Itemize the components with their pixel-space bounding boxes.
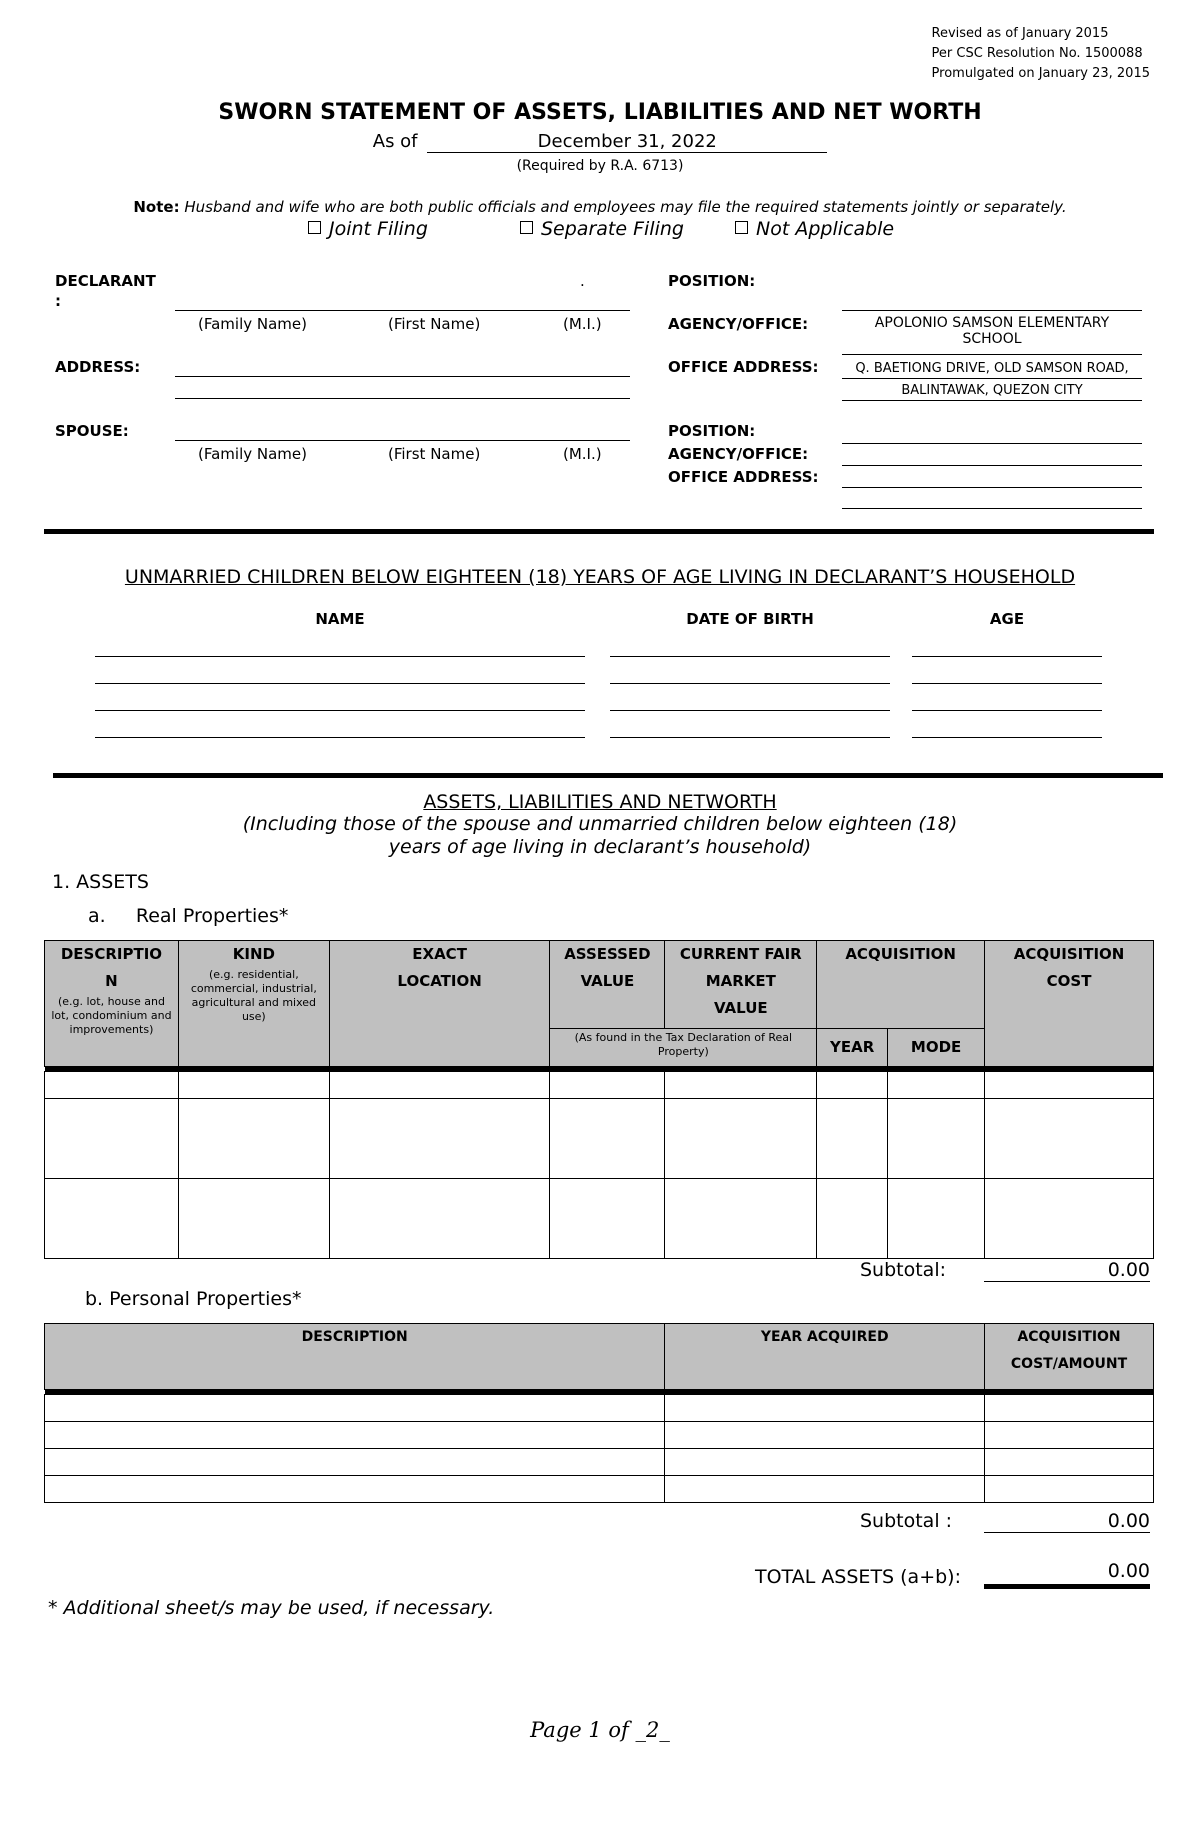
table-cell[interactable]	[178, 1072, 329, 1099]
table-cell[interactable]	[178, 1179, 329, 1259]
family-name-caption: (Family Name)	[198, 315, 307, 333]
table-cell[interactable]	[329, 1072, 550, 1099]
real-properties-heading: a. Real Properties*	[88, 905, 289, 927]
additional-sheets-footnote: * Additional sheet/s may be used, if necessary.	[48, 1597, 495, 1619]
col-current-fair-market-value: CURRENT FAIR MARKET VALUE	[665, 941, 817, 1029]
personal-subtotal-value[interactable]: 0.00	[984, 1510, 1150, 1533]
table-cell[interactable]	[888, 1099, 985, 1179]
child-dob-field[interactable]	[610, 683, 890, 684]
office-address-label: OFFICE ADDRESS:	[668, 358, 819, 376]
table-cell[interactable]	[665, 1099, 817, 1179]
child-dob-field[interactable]	[610, 737, 890, 738]
table-cell[interactable]	[45, 1099, 179, 1179]
as-of-line	[0, 131, 1200, 153]
spouse-agency-field[interactable]	[842, 465, 1142, 466]
table-cell[interactable]	[985, 1072, 1154, 1099]
spouse-office-field-2[interactable]	[842, 508, 1142, 509]
spouse-agency-label: AGENCY/OFFICE:	[668, 445, 809, 463]
personal-properties-heading: b. Personal Properties*	[85, 1288, 302, 1310]
col-year: YEAR	[817, 1029, 888, 1067]
table-cell[interactable]	[45, 1422, 665, 1449]
agency-value[interactable]: APOLONIO SAMSON ELEMENTARY SCHOOL	[874, 315, 1110, 347]
alnw-subtitle-1: (Including those of the spouse and unmarried children below eighteen (18)	[242, 813, 958, 835]
assets-heading: 1. ASSETS	[52, 871, 149, 893]
table-cell[interactable]	[985, 1476, 1154, 1503]
agency-label: AGENCY/OFFICE:	[668, 315, 809, 333]
col-mode: MODE	[888, 1029, 985, 1067]
table-row	[45, 1179, 1154, 1259]
children-age-header: AGE	[989, 610, 1025, 628]
checkbox-icon[interactable]	[735, 221, 748, 234]
checkbox-icon[interactable]	[520, 221, 533, 234]
first-name-caption: (First Name)	[388, 315, 481, 333]
child-age-field[interactable]	[912, 683, 1102, 684]
table-cell[interactable]	[985, 1179, 1154, 1259]
spouse-office-label: OFFICE ADDRESS:	[668, 468, 819, 486]
spouse-mi-caption: (M.I.)	[563, 445, 602, 463]
section-divider	[44, 529, 1154, 534]
col-acquisition-cost-amount: ACQUISITION COST/AMOUNT	[985, 1324, 1154, 1390]
table-cell[interactable]	[888, 1179, 985, 1259]
table-cell[interactable]	[329, 1099, 550, 1179]
table-cell[interactable]	[888, 1072, 985, 1099]
page-title: SWORN STATEMENT OF ASSETS, LIABILITIES AND NET WORTH	[218, 100, 982, 125]
total-assets-label: TOTAL ASSETS (a+b):	[755, 1566, 961, 1588]
col-acquisition: ACQUISITION	[817, 941, 985, 1029]
address-field-2[interactable]	[175, 398, 630, 399]
table-cell[interactable]	[665, 1422, 985, 1449]
table-cell[interactable]	[665, 1179, 817, 1259]
table-cell[interactable]	[550, 1099, 665, 1179]
spouse-office-field-1[interactable]	[842, 487, 1142, 488]
child-name-field[interactable]	[95, 683, 585, 684]
child-age-field[interactable]	[912, 656, 1102, 657]
table-cell[interactable]	[45, 1179, 179, 1259]
children-dob-header: DATE OF BIRTH	[686, 610, 814, 628]
office-address-underline-1	[842, 378, 1142, 379]
revision-info	[932, 24, 1150, 84]
table-cell[interactable]	[45, 1449, 665, 1476]
required-by: (Required by R.A. 6713)	[516, 158, 684, 174]
revised-line: Revised as of January 2015	[931, 26, 1109, 41]
alnw-subtitle-2: years of age living in declarant’s household)	[388, 836, 812, 858]
alnw-title: ASSETS, LIABILITIES AND NETWORTH	[423, 791, 777, 813]
office-address-value[interactable]: Q. BAETIONG DRIVE, OLD SAMSON ROAD, BALINTAWAK, QUEZON CITY	[855, 361, 1129, 398]
col-description: DESCRIPTIO N (e.g. lot, house and lot, condominium and improvements)	[45, 941, 179, 1067]
real-subtotal-label: Subtotal:	[860, 1259, 947, 1281]
spouse-family-caption: (Family Name)	[198, 445, 307, 463]
children-title: UNMARRIED CHILDREN BELOW EIGHTEEN (18) YEARS OF AGE LIVING IN DECLARANT’S HOUSEHOLD	[124, 566, 1076, 588]
declarant-colon: :	[55, 292, 61, 310]
dot-mark: .	[580, 272, 585, 290]
col-kind: KIND (e.g. residential, commercial, industrial, agricultural and mixed use)	[178, 941, 329, 1067]
personal-subtotal-label: Subtotal :	[860, 1510, 953, 1532]
table-cell[interactable]	[45, 1476, 665, 1503]
mi-caption: (M.I.)	[563, 315, 602, 333]
table-row	[45, 1476, 1154, 1503]
tax-declaration-note: (As found in the Tax Declaration of Real Property)	[550, 1029, 817, 1067]
real-properties-table	[44, 940, 1154, 1259]
table-cell[interactable]	[45, 1072, 179, 1099]
table-row	[45, 1395, 1154, 1422]
position-label: POSITION:	[668, 272, 756, 290]
separate-filing-option[interactable]: Separate Filing	[520, 218, 684, 240]
table-cell[interactable]	[985, 1395, 1154, 1422]
resolution-line: Per CSC Resolution No. 1500088	[931, 46, 1143, 61]
child-age-field[interactable]	[912, 737, 1102, 738]
table-cell[interactable]	[817, 1179, 888, 1259]
table-row	[45, 1449, 1154, 1476]
page-number: Page 1 of _2_	[530, 1718, 670, 1742]
section-divider	[53, 773, 1163, 778]
table-cell[interactable]	[550, 1179, 665, 1259]
col-exact-location: EXACT LOCATION	[329, 941, 550, 1067]
table-cell[interactable]	[665, 1072, 817, 1099]
spouse-position-field[interactable]	[842, 443, 1142, 444]
as-of-date[interactable]: December 31, 2022	[427, 131, 827, 153]
real-subtotal-value[interactable]: 0.00	[984, 1259, 1150, 1282]
address-field-1[interactable]	[175, 376, 630, 377]
col-description: DESCRIPTION	[45, 1324, 665, 1390]
as-of-label: As of	[372, 131, 418, 152]
col-year-acquired: YEAR ACQUIRED	[665, 1324, 985, 1390]
child-dob-field[interactable]	[610, 656, 890, 657]
table-cell[interactable]	[665, 1449, 985, 1476]
table-cell[interactable]	[550, 1072, 665, 1099]
note-label: Note:	[133, 198, 180, 216]
spouse-label: SPOUSE:	[55, 422, 129, 440]
note-text: Husband and wife who are both public officials and employees may file the required statements jointly or separately.	[184, 198, 1067, 216]
spouse-name-field[interactable]	[175, 440, 630, 441]
table-cell[interactable]	[665, 1476, 985, 1503]
child-age-field[interactable]	[912, 710, 1102, 711]
spouse-first-caption: (First Name)	[388, 445, 481, 463]
table-row	[45, 1072, 1154, 1099]
child-dob-field[interactable]	[610, 710, 890, 711]
child-name-field[interactable]	[95, 710, 585, 711]
personal-properties-table	[44, 1323, 1154, 1503]
position-field[interactable]	[842, 310, 1142, 311]
children-name-header: NAME	[315, 610, 365, 628]
child-name-field[interactable]	[95, 656, 585, 657]
declarant-label: DECLARANT	[55, 272, 156, 290]
promulgated-line: Promulgated on January 23, 2015	[931, 66, 1150, 81]
declarant-name-field[interactable]	[175, 310, 630, 311]
table-cell[interactable]	[985, 1449, 1154, 1476]
table-row	[45, 1422, 1154, 1449]
not-applicable-option[interactable]: Not Applicable	[735, 218, 894, 240]
table-cell[interactable]	[665, 1395, 985, 1422]
col-assessed-value: ASSESSED VALUE	[550, 941, 665, 1029]
col-acquisition-cost: ACQUISITION COST	[985, 941, 1154, 1067]
agency-underline	[842, 354, 1142, 355]
table-cell[interactable]	[985, 1422, 1154, 1449]
filing-note	[0, 198, 1200, 216]
total-assets-value[interactable]: 0.00	[984, 1560, 1150, 1589]
office-address-underline-2	[842, 400, 1142, 401]
table-cell[interactable]	[817, 1072, 888, 1099]
table-row	[45, 1099, 1154, 1179]
spouse-position-label: POSITION:	[668, 422, 756, 440]
child-name-field[interactable]	[95, 737, 585, 738]
table-cell[interactable]	[817, 1099, 888, 1179]
table-cell[interactable]	[45, 1395, 665, 1422]
checkbox-icon[interactable]	[308, 221, 321, 234]
joint-filing-option[interactable]: Joint Filing	[308, 218, 428, 240]
table-cell[interactable]	[329, 1179, 550, 1259]
table-cell[interactable]	[985, 1099, 1154, 1179]
table-cell[interactable]	[178, 1099, 329, 1179]
address-label: ADDRESS:	[55, 358, 141, 376]
